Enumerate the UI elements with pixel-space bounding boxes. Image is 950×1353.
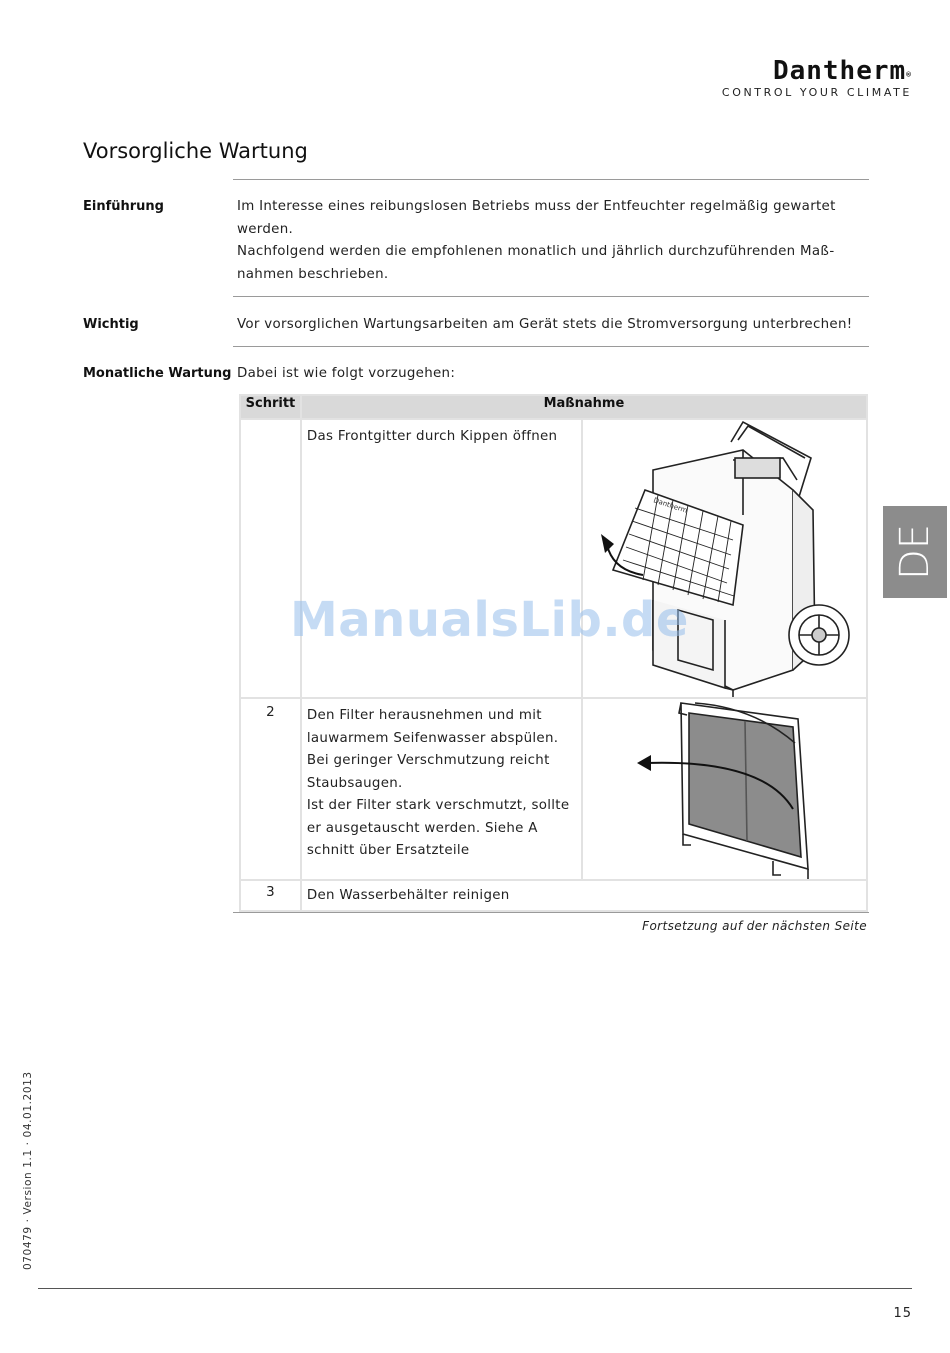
table-row [240,880,867,911]
important-text: Vor vorsorglichen Wartungsarbeiten am Gerät stets die Stromversorgung unterbrechen! [237,317,853,332]
steps-table [239,394,868,912]
watermark: ManualsLib.de [290,592,689,648]
step-line: Das Frontgitter durch Kippen öffnen [306,429,558,444]
step-line: er ausgetauscht werden. Siehe A [306,820,538,836]
table-row [240,698,867,880]
language-tab[interactable] [883,506,947,598]
dehumidifier-illustration [582,419,867,698]
step-line: Den Filter herausnehmen und mit [306,708,542,723]
language-tab-label: DE [892,523,938,581]
filter-illustration [582,698,867,880]
filter-illustration-svg [583,699,866,879]
brand-name: Dantherm® [772,56,912,86]
step-line: Bei geringer Verschmutzung reicht [306,753,550,768]
intro-line-1: Im Interesse eines reibungslosen Betriebs muss der Entfeuchter regelmäßig gewartet werden. [237,199,836,237]
intro-line-2: Nachfolgend werden die empfohlenen monatlich und jährlich durchzuführenden Maß-nahmen beschrieben. [237,244,835,282]
step-number: 3 [240,880,301,911]
page-title: Vorsorgliche Wartung [83,139,308,163]
page-number: 15 [893,1306,912,1321]
document-reference: 070479 · Version 1.1 · 04.01.2013 [22,1071,34,1270]
section-label-important: Wichtig [83,317,139,332]
step-number [240,419,301,698]
header-action: Maßnahme [301,395,867,419]
dehumidifier-illustration-svg [583,420,866,697]
step-description [301,880,867,911]
divider [233,346,869,347]
divider [233,296,869,297]
brand-tagline: CONTROL YOUR CLIMATE [721,86,912,99]
step-line: Staubsaugen. [306,775,403,791]
step-line: Den Wasserbehälter reinigen [306,888,510,903]
monthly-text: Dabei ist wie folgt vorzugehen: [237,366,456,381]
step-number: 2 [240,698,301,880]
intro-text [237,196,867,286]
step-description [301,419,582,698]
divider [233,912,869,913]
brand-logo [722,56,912,99]
step-description [301,698,582,880]
section-label-monthly: Monatliche Wartung [83,366,232,381]
divider [233,179,869,180]
footer-divider [38,1288,912,1289]
table-header-row [240,395,867,419]
svg-text:Dantherm: Dantherm [652,496,689,515]
continued-note: Fortsetzung auf der nächsten Seite [642,919,867,933]
step-line: Ist der Filter stark verschmutzt, sollte [306,798,570,813]
step-line: schnitt über Ersatzteile [306,843,470,858]
header-step: Schritt [240,395,301,419]
table-row [240,419,867,698]
section-label-intro: Einführung [83,199,164,214]
step-line: lauwarmem Seifenwasser abspülen. [306,730,559,746]
